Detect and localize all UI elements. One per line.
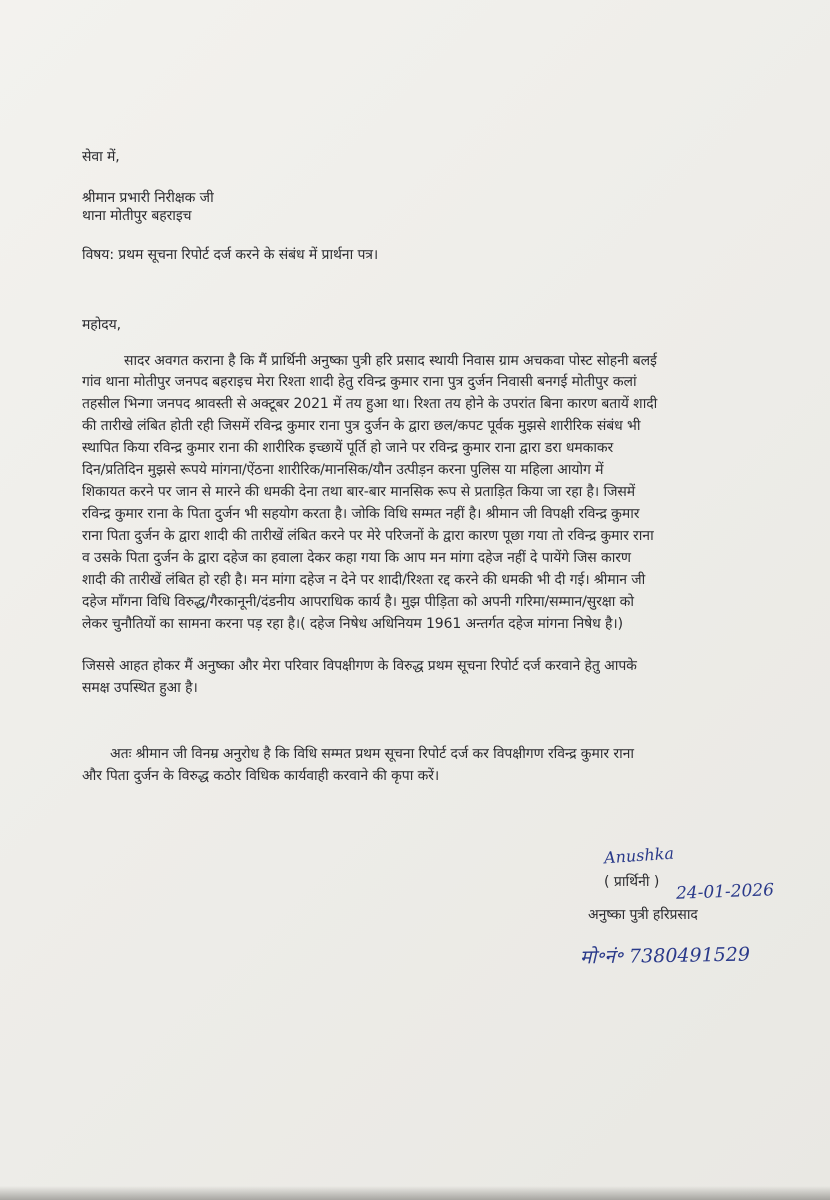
body-line: समक्ष उपस्थित हुआ है। bbox=[82, 680, 198, 696]
body-line: जिससे आहत होकर मैं अनुष्का और मेरा परिवार विपक्षीगण के विरुद्ध प्रथम सूचना रिपोर्ट दर्ज करवाने हेतु आपके bbox=[82, 658, 637, 674]
body-line: लेकर चुनौतियों का सामना करना पड़ रहा है।( दहेज निषेध अधिनियम 1961 अन्तर्गत दहेज मांगना निषेध है।) bbox=[82, 616, 623, 632]
body-line: रविन्द्र कुमार राना के पिता दुर्जन भी सहयोग करता है। जोकि विधि सम्मत नहीं है। श्रीमान जी विपक्षी रविन्द्र कुमार bbox=[82, 506, 640, 522]
greeting: महोदय, bbox=[82, 317, 121, 333]
petitioner-label: ( प्रार्थिनी ) bbox=[604, 874, 660, 890]
body-line: और पिता दुर्जन के विरुद्ध कठोर विधिक कार्यवाही करवाने की कृपा करें। bbox=[82, 768, 440, 784]
body-line: राना पिता दुर्जन के द्वारा शादी की तारीखें लंबित करने पर मेरे परिजनों के द्वारा कारण पूछा गया तो रविन्द्र कुमार राना bbox=[82, 528, 654, 544]
body-line: व उसके पिता दुर्जन के द्वारा दहेज का हवाला देकर कहा गया कि आप मन मांगा दहेज नहीं दे पायेंगे जिस कारण bbox=[82, 550, 631, 566]
handwritten-date: 24-01-2026 bbox=[675, 880, 775, 904]
body-line: गांव थाना मोतीपुर जनपद बहराइच मेरा रिश्ता शादी हेतु रविन्द्र कुमार राना पुत्र दुर्जन निवासी बनगई मोतीपुर कलां bbox=[82, 374, 637, 390]
salutation-to: सेवा में, bbox=[82, 149, 120, 165]
page-edge-shadow bbox=[0, 1186, 830, 1200]
recipient-station: थाना मोतीपुर बहराइच bbox=[82, 208, 192, 224]
body-line: तहसील भिन्गा जनपद श्रावस्ती से अक्टूबर 2021 में तय हुआ था। रिश्ता तय होने के उपरांत बिना कारण बतायें शादी bbox=[82, 396, 658, 412]
body-line: दहेज माँगना विधि विरुद्ध/गैरकानूनी/दंडनीय आपराधिक कार्य है। मुझ पीड़िता को अपनी गरिमा/सम्मान/सुरक्षा को bbox=[82, 594, 634, 610]
body-line: स्थापित किया रविन्द्र कुमार राना की शारीरिक इच्छायें पूर्ति हो जाने पर रविन्द्र कुमार राना द्वारा डरा धमकाकर bbox=[82, 440, 614, 456]
recipient-title: श्रीमान प्रभारी निरीक्षक जी bbox=[82, 190, 214, 206]
handwritten-signature: Anushka bbox=[603, 843, 675, 868]
body-line: शादी की तारीखें लंबित हो रही है। मन मांगा दहेज न देने पर शादी/रिश्ता रद्द करने की धमकी भी दी गई। श्रीमान जी bbox=[82, 572, 646, 588]
signatory-name: अनुष्का पुत्री हरिप्रसाद bbox=[588, 907, 698, 923]
body-line: सादर अवगत कराना है कि मैं प्रार्थिनी अनुष्का पुत्री हरि प्रसाद स्थायी निवास ग्राम अचकवा पोस्ट सोहनी बलई bbox=[124, 353, 657, 369]
subject-line: विषय: प्रथम सूचना रिपोर्ट दर्ज करने के संबंध में प्रार्थना पत्र। bbox=[82, 247, 379, 263]
body-line: अतः श्रीमान जी विनम्र अनुरोध है कि विधि सम्मत प्रथम सूचना रिपोर्ट दर्ज कर विपक्षीगण रविन्द्र कुमार राना bbox=[110, 746, 634, 762]
body-line: की तारीखे लंबित होती रही जिसमें रविन्द्र कुमार राना पुत्र दुर्जन के द्वारा छल/कपट पूर्वक मुझसे शारीरिक संबंध भी bbox=[82, 418, 641, 434]
handwritten-mobile: मो॰नं॰ 7380491529 bbox=[579, 943, 751, 969]
body-line: दिन/प्रतिदिन मुझसे रूपये मांगना/ऐंठना शारीरिक/मानसिक/यौन उत्पीड़न करना पुलिस या महिला आयोग में bbox=[82, 462, 604, 478]
body-line: शिकायत करने पर जान से मारने की धमकी देना तथा बार-बार मानसिक रूप से प्रताड़ित किया जा रहा है। जिसमें bbox=[82, 484, 635, 500]
